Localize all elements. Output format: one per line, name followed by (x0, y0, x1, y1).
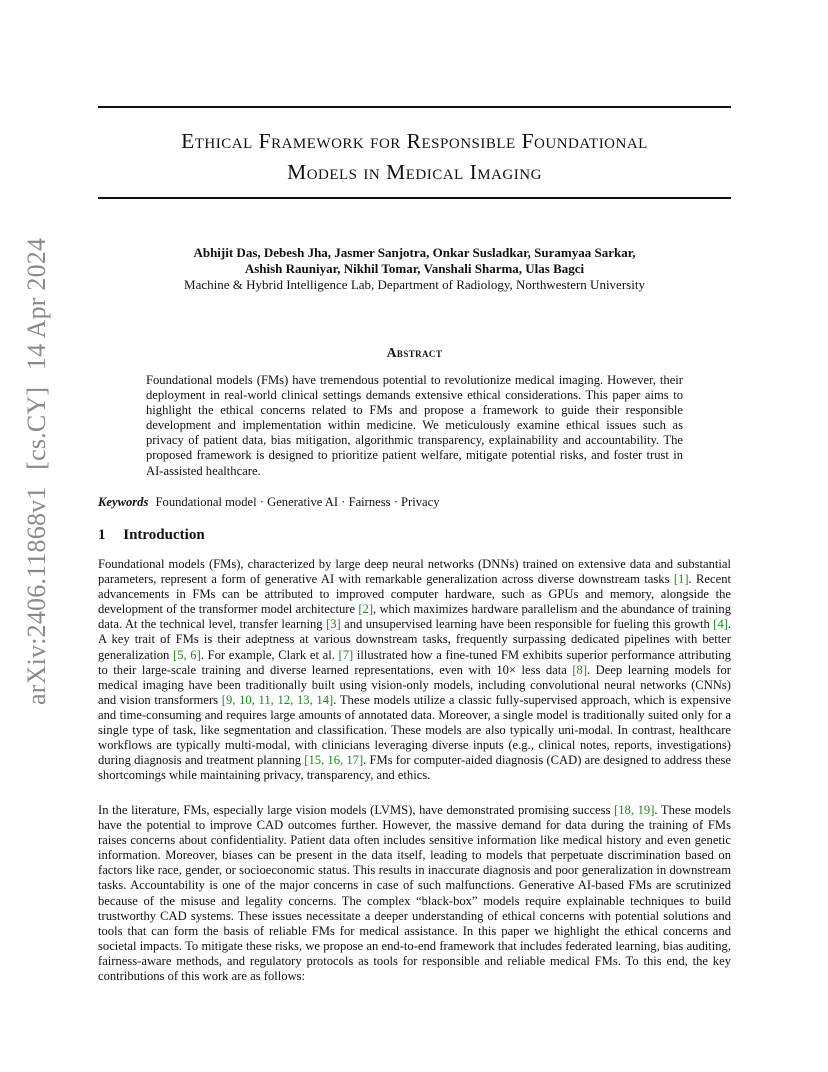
text-run: . These models have the potential to improve CAD outcomes further. However, the massive demand for data during the training of FMs raises concerns about confidentiality. Patient data often includes sensitive information like medical history and even genetic information. Moreover, biases can be present in the data itself, leading to models that perpetuate discrimination based on factors like race, gender, or socioeconomic status. This results in inaccurate diagnosis and poor generalization in downstream tasks. Accountability is one of the major concerns in case of such malfunctions. Generative AI-based FMs are scrutinized because of the misuse and legality concerns. The complex “black-box” models require explainable techniques to build trustworthy CAD systems. These issues necessitate a deeper understanding of ethical concerns with potential solutions and tools that can form the basis of reliable FMs for medical assistance. In this paper we highlight the ethical concerns and societal impacts. To mitigate these risks, we propose an end-to-end framework that includes federated learning, bias auditing, fairness-aware methods, and regulatory protocols as tools for responsible and reliable medical FMs. To this end, the key contributions of this work are as follows: (98, 803, 731, 984)
citation-link[interactable]: [9, 10, 11, 12, 13, 14] (221, 692, 334, 707)
author-names-line-1: Abhijit Das, Debesh Jha, Jasmer Sanjotra, Onkar Susladkar, Suramyaa Sarkar, (193, 245, 636, 260)
arxiv-date: 14 Apr 2024 (22, 237, 51, 371)
citation-link[interactable]: [4] (713, 617, 728, 632)
text-run: . FMs for computer-aided diagnosis (CAD) are designed to address these shortcomings while maintaining privacy, transparency, and ethics. (98, 753, 732, 783)
citation-link[interactable]: [18, 19] (614, 803, 655, 817)
citation-link[interactable]: [7] (338, 647, 354, 662)
title-rule-top (98, 106, 731, 108)
text-run: . Deep learning models for medical imaging have been traditionally built using vision-only models, including convolutional neural networks (CNNs) and vision transformers (98, 662, 732, 707)
text-run: Foundational models (FMs), characterized by large deep neural networks (DNNs) trained on extensive data and substantial parameters, represent a form of generative AI with remarkable generalization across diverse downstream tasks (98, 557, 731, 587)
text-run: . These models utilize a classic fully-supervised approach, which is expensive and time-consuming and requires large amounts of annotated data. Moreover, a single model is traditionally suited only for a single type of task, like segmentation and classification. These models are also typically uni-modal. In contrast, healthcare workflows are typically multi-modal, with clinicians leveraging diverse inputs (e.g., clinical notes, reports, investigations) during diagnosis and treatment planning (98, 692, 731, 768)
author-names-line-2: Ashish Rauniyar, Nikhil Tomar, Vanshali Sharma, Ulas Bagci (244, 261, 585, 276)
keywords (98, 495, 440, 510)
abstract-heading: Abstract (386, 345, 443, 360)
author-block (98, 245, 731, 293)
title-rule-bottom (98, 197, 731, 199)
paper-title (98, 126, 731, 188)
intro-paragraph-1 (98, 557, 731, 783)
citation-link[interactable]: [3] (326, 617, 341, 632)
citation-link[interactable]: [1] (673, 572, 689, 587)
intro-paragraph-2 (98, 803, 731, 984)
affiliation: Machine & Hybrid Intelligence Lab, Department of Radiology, Northwestern University (184, 277, 645, 292)
section-title: Introduction (123, 527, 205, 543)
arxiv-id: arXiv:2406.11868v1 (22, 486, 51, 705)
citation-link[interactable]: [15, 16, 17] (304, 753, 364, 768)
text-run: . A key trait of FMs is their adeptness at various downstream tasks, frequently surpassing dedicated pipelines with better generalization (98, 617, 731, 662)
text-run: . For example, Clark et al. (200, 647, 339, 662)
section-number: 1 (98, 527, 106, 543)
text-run: In the literature, FMs, especially large vision models (LVMS), have demonstrated promising success (98, 803, 615, 817)
section-heading (98, 527, 205, 544)
citation-link[interactable]: [8] (572, 662, 588, 677)
title-line-1: Ethical Framework for Responsible Foundational (181, 129, 648, 153)
text-run: . Recent advancements in FMs can be attributed to improved computer hardware, such as GPUs and memory, alongside the development of the transformer model architecture (98, 572, 731, 617)
text-run: and unsupervised learning have been responsible for fueling this growth (340, 617, 714, 632)
text-run: illustrated how a fine-tuned FM exhibits superior performance attributing to their large-scale training and diverse learned representations, even with 10× less data (98, 647, 732, 677)
keywords-label: Keywords (98, 495, 149, 509)
arxiv-side-stamp (20, 237, 54, 705)
title-line-2: Models in Medical Imaging (287, 160, 542, 184)
text-run: , which maximizes hardware parallelism and the abundance of training data. At the technical level, transfer learning (98, 602, 731, 632)
abstract-text: Foundational models (FMs) have tremendous potential to revolutionize medical imaging. However, their deployment in real-world clinical settings demands extensive ethical considerations. This paper aims to highlight the ethical concerns related to FMs and propose a framework to guide their responsible development and implementation within medicine. We meticulously examine ethical issues such as privacy of patient data, bias mitigation, algorithmic transparency, explainability and accountability. The proposed framework is designed to prioritize patient welfare, mitigate potential risks, and foster trust in AI-assisted healthcare. (146, 373, 683, 478)
citation-link[interactable]: [5, 6] (173, 647, 201, 662)
arxiv-category: [cs.CY] (22, 386, 51, 470)
keywords-text: Foundational model · Generative AI · Fairness · Privacy (155, 495, 440, 509)
citation-link[interactable]: [2] (358, 602, 374, 617)
